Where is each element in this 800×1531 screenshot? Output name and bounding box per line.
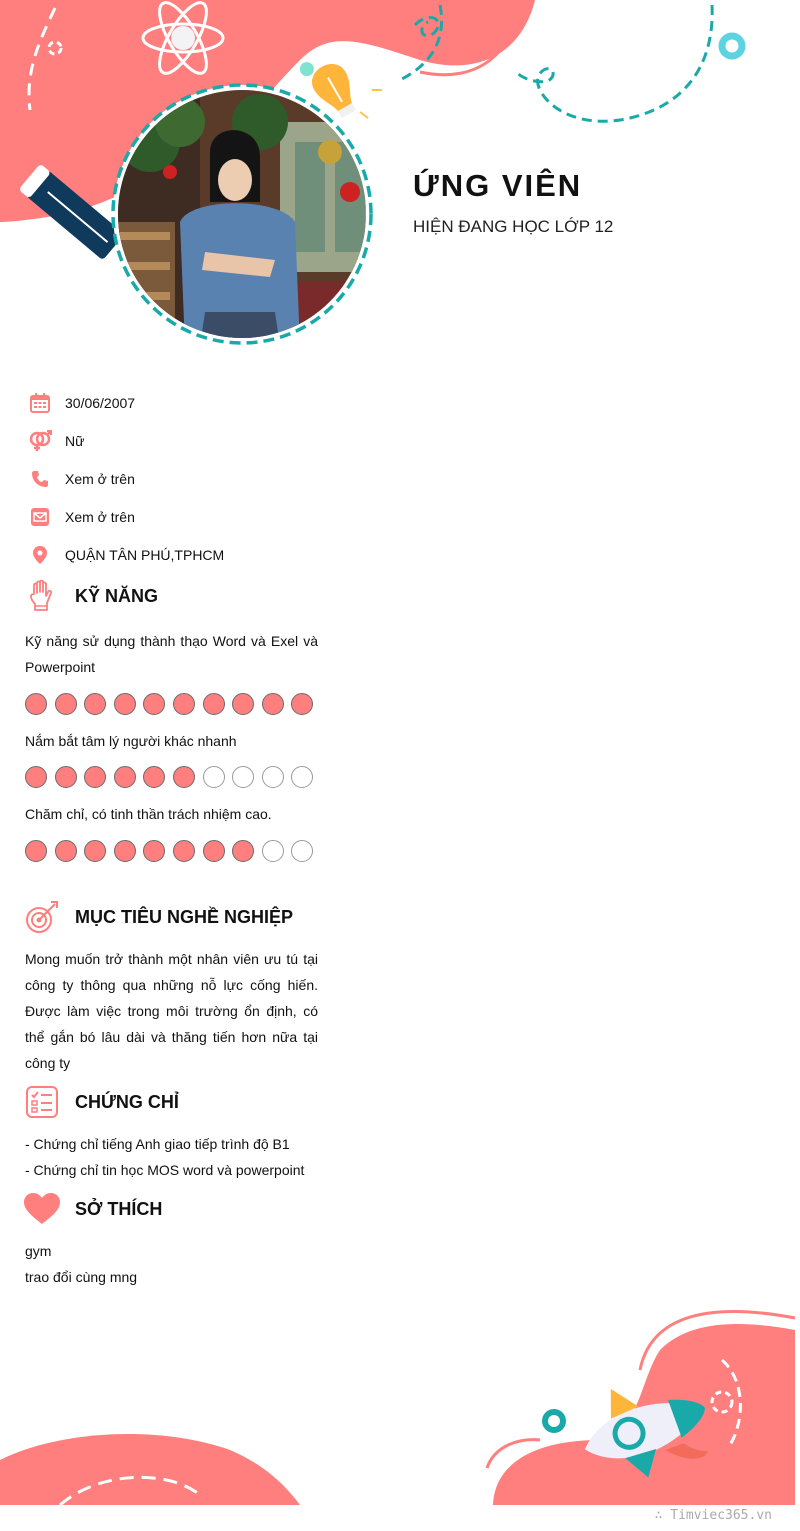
rating-dot-filled bbox=[55, 840, 77, 862]
rating-dot-filled bbox=[84, 766, 106, 788]
heart-icon bbox=[24, 1191, 60, 1227]
info-row-address bbox=[28, 536, 328, 574]
rating-dot-filled bbox=[173, 693, 195, 715]
info-row-phone bbox=[28, 460, 328, 498]
rating-dot-filled bbox=[84, 693, 106, 715]
rating-dot-filled bbox=[262, 693, 284, 715]
rating-dot-filled bbox=[25, 693, 47, 715]
rating-dot-filled bbox=[114, 693, 136, 715]
info-birthday: 30/06/2007 bbox=[65, 395, 136, 411]
dashed-swirl-right bbox=[515, 5, 712, 121]
hobby-item: trao đổi cùng mng bbox=[25, 1269, 138, 1285]
skills-heading bbox=[24, 578, 158, 614]
info-phone: Xem ở trên bbox=[65, 471, 135, 487]
rating-dot-empty bbox=[203, 766, 225, 788]
rating-dot-filled bbox=[203, 840, 225, 862]
skill-2-rating bbox=[25, 766, 321, 788]
skills-title: KỸ NĂNG bbox=[75, 585, 159, 606]
contact-info bbox=[28, 384, 328, 574]
certificates-title: CHỨNG CHỈ bbox=[75, 1091, 179, 1112]
bottom-left-blob bbox=[0, 1434, 300, 1505]
info-row-gender bbox=[28, 422, 328, 460]
certificate-item: - Chứng chỉ tiếng Anh giao tiếp trình độ B1 bbox=[25, 1136, 290, 1152]
rating-dot-filled bbox=[55, 693, 77, 715]
rating-dot-filled bbox=[84, 840, 106, 862]
target-icon bbox=[24, 899, 60, 935]
rating-dot-filled bbox=[173, 840, 195, 862]
watermark: ∴ Timviec365.vn bbox=[654, 1508, 772, 1523]
rating-dot-empty bbox=[291, 840, 313, 862]
rating-dot-empty bbox=[232, 766, 254, 788]
hobby-item: gym bbox=[25, 1243, 52, 1259]
skill-1-rating bbox=[25, 693, 321, 715]
rating-dot-empty bbox=[291, 766, 313, 788]
certificates-list bbox=[25, 1131, 318, 1183]
rating-dot-filled bbox=[25, 766, 47, 788]
skill-3-label: Chăm chỉ, có tinh thần trách nhiệm cao. bbox=[25, 806, 272, 822]
phone-icon bbox=[28, 467, 52, 491]
info-row-birthday bbox=[28, 384, 328, 422]
rating-dot-empty bbox=[262, 840, 284, 862]
rating-dot-filled bbox=[143, 693, 165, 715]
hand-icon bbox=[24, 578, 60, 614]
rating-dot-filled bbox=[291, 693, 313, 715]
calendar-icon bbox=[28, 391, 52, 415]
location-pin-icon bbox=[28, 543, 52, 567]
rating-dot-filled bbox=[203, 693, 225, 715]
info-address: QUẬN TÂN PHÚ,TPHCM bbox=[65, 547, 225, 563]
checklist-icon bbox=[24, 1084, 60, 1120]
cyan-ring bbox=[722, 36, 742, 56]
hobbies-heading bbox=[24, 1191, 162, 1227]
rating-dot-filled bbox=[25, 840, 47, 862]
certificate-item: - Chứng chỉ tin học MOS word và powerpoint bbox=[25, 1162, 305, 1178]
certificates-heading bbox=[24, 1084, 179, 1120]
info-row-email bbox=[28, 498, 328, 536]
skill-1-label: Kỹ năng sử dụng thành thạo Word và Exel và Powerpoint bbox=[25, 633, 318, 675]
info-gender: Nữ bbox=[65, 433, 85, 449]
teal-ring bbox=[545, 1412, 563, 1430]
rating-dot-filled bbox=[143, 840, 165, 862]
rating-dot-filled bbox=[114, 766, 136, 788]
rating-dot-empty bbox=[262, 766, 284, 788]
rating-dot-filled bbox=[55, 766, 77, 788]
hobbies-title: SỞ THÍCH bbox=[75, 1198, 163, 1219]
skill-3-rating bbox=[25, 840, 321, 862]
rating-dot-filled bbox=[114, 840, 136, 862]
gender-icon bbox=[28, 429, 52, 453]
profile-photo bbox=[110, 82, 374, 346]
rating-dot-filled bbox=[173, 766, 195, 788]
skill-2-label: Nắm bắt tâm lý người khác nhanh bbox=[25, 733, 237, 749]
candidate-title: HIỆN ĐANG HỌC LỚP 12 bbox=[413, 217, 614, 236]
hobbies-list bbox=[25, 1238, 318, 1290]
info-email: Xem ở trên bbox=[65, 509, 135, 525]
candidate-name: ỨNG VIÊN bbox=[413, 168, 583, 203]
rating-dot-filled bbox=[143, 766, 165, 788]
objective-text: Mong muốn trở thành một nhân viên ưu tú tại công ty thông qua những nỗ lực cống hiến. Được làm việc trong môi trường ổn định, có thể gắn bó lâu dài và thăng tiến hơn nữa tại công ty bbox=[25, 951, 318, 1071]
objective-title: MỤC TIÊU NGHỀ NGHIỆP bbox=[75, 906, 294, 927]
objective-heading bbox=[24, 899, 293, 935]
rating-dot-filled bbox=[232, 840, 254, 862]
email-icon bbox=[28, 505, 52, 529]
rating-dot-filled bbox=[232, 693, 254, 715]
